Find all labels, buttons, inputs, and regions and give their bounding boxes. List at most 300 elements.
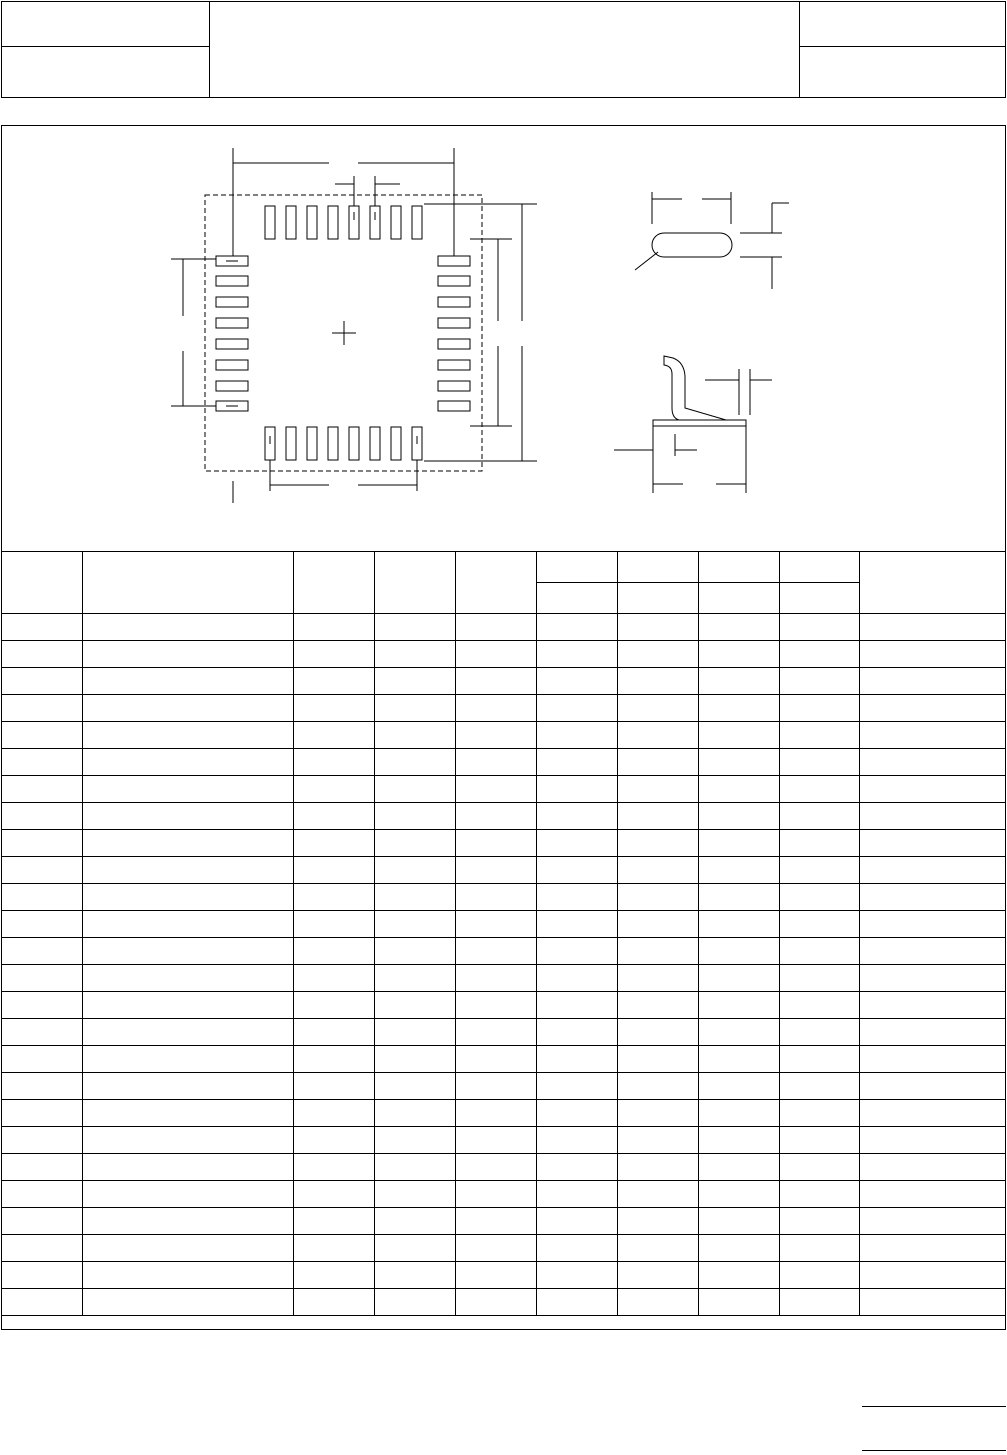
table-cell <box>617 1262 698 1289</box>
table-cell <box>617 1208 698 1235</box>
table-row <box>2 938 1005 965</box>
header-cell <box>617 583 698 614</box>
table-cell <box>2 1154 82 1181</box>
table-cell <box>82 1208 293 1235</box>
table-cell <box>859 1262 1005 1289</box>
table-cell <box>293 1181 374 1208</box>
table-row <box>2 776 1005 803</box>
table-cell <box>2 776 82 803</box>
table-cell <box>859 938 1005 965</box>
table-cell <box>698 857 779 884</box>
table-cell <box>779 1262 859 1289</box>
table-cell <box>82 1127 293 1154</box>
table-cell <box>698 614 779 641</box>
table-cell <box>293 1262 374 1289</box>
table-cell <box>374 1181 455 1208</box>
table-cell <box>374 884 455 911</box>
table-cell <box>859 965 1005 992</box>
table-cell <box>455 776 536 803</box>
table-cell <box>617 1100 698 1127</box>
table-cell <box>293 1208 374 1235</box>
table-cell <box>82 749 293 776</box>
table-cell <box>82 1073 293 1100</box>
table-cell <box>536 1181 617 1208</box>
table-cell <box>698 1073 779 1100</box>
table-cell <box>779 668 859 695</box>
table-cell <box>698 884 779 911</box>
table-row <box>2 884 1005 911</box>
table-row <box>2 1127 1005 1154</box>
table-cell <box>779 1046 859 1073</box>
header-cell <box>293 552 374 614</box>
table-cell <box>374 695 455 722</box>
table-cell <box>859 1181 1005 1208</box>
table-cell <box>536 1100 617 1127</box>
table-cell <box>455 1046 536 1073</box>
table-row <box>2 1289 1005 1316</box>
table-row <box>2 1262 1005 1289</box>
table-cell <box>82 965 293 992</box>
header-cell <box>859 552 1005 614</box>
table-cell <box>82 1046 293 1073</box>
table-cell <box>536 668 617 695</box>
table-cell <box>455 749 536 776</box>
table-cell <box>617 1046 698 1073</box>
header-cell <box>617 552 698 583</box>
table-body <box>2 614 1005 1316</box>
table-cell <box>859 1073 1005 1100</box>
table-cell <box>82 1019 293 1046</box>
table-cell <box>859 749 1005 776</box>
table-cell <box>779 695 859 722</box>
table-cell <box>536 1046 617 1073</box>
table-cell <box>82 1154 293 1181</box>
table-cell <box>82 1235 293 1262</box>
header-cell <box>536 583 617 614</box>
table-cell <box>859 614 1005 641</box>
table-cell <box>82 803 293 830</box>
table-cell <box>374 1019 455 1046</box>
table-cell <box>536 1208 617 1235</box>
table-row <box>2 749 1005 776</box>
table-cell <box>2 614 82 641</box>
table-cell <box>2 668 82 695</box>
table-cell <box>2 803 82 830</box>
table-cell <box>455 1262 536 1289</box>
table-cell <box>374 1073 455 1100</box>
table-cell <box>536 857 617 884</box>
left-pad-row <box>216 256 248 411</box>
date-line <box>862 1450 1006 1451</box>
table-cell <box>293 1289 374 1316</box>
table-cell <box>374 1046 455 1073</box>
table-cell <box>293 668 374 695</box>
table-cell <box>779 1235 859 1262</box>
table-cell <box>536 722 617 749</box>
title-block-part-number-cell <box>2 2 210 47</box>
table-cell <box>617 1181 698 1208</box>
table-cell <box>2 1127 82 1154</box>
table-cell <box>779 1127 859 1154</box>
table-row <box>2 614 1005 641</box>
signature-line <box>862 1406 1006 1407</box>
table-cell <box>2 938 82 965</box>
table-cell <box>82 1100 293 1127</box>
table-cell <box>293 1019 374 1046</box>
table-cell <box>536 1073 617 1100</box>
table-cell <box>82 992 293 1019</box>
table-cell <box>698 830 779 857</box>
table-cell <box>293 1073 374 1100</box>
table-row <box>2 641 1005 668</box>
table-cell <box>374 668 455 695</box>
table-cell <box>698 1289 779 1316</box>
table-cell <box>617 614 698 641</box>
table-cell <box>455 641 536 668</box>
table-cell <box>536 641 617 668</box>
table-cell <box>374 1235 455 1262</box>
table-cell <box>374 641 455 668</box>
table-cell <box>617 938 698 965</box>
table-cell <box>698 776 779 803</box>
table-cell <box>455 1235 536 1262</box>
table-cell <box>617 668 698 695</box>
table-cell <box>617 1127 698 1154</box>
table-cell <box>536 614 617 641</box>
table-cell <box>82 668 293 695</box>
table-cell <box>293 614 374 641</box>
table-cell <box>455 1289 536 1316</box>
table-cell <box>82 884 293 911</box>
table-cell <box>455 1073 536 1100</box>
table-cell <box>617 803 698 830</box>
table-cell <box>2 1019 82 1046</box>
table-cell <box>374 857 455 884</box>
table-cell <box>859 830 1005 857</box>
table-cell <box>293 803 374 830</box>
table-cell <box>536 965 617 992</box>
table-cell <box>536 749 617 776</box>
header-cell <box>698 583 779 614</box>
table-header-row <box>2 552 1005 583</box>
table-cell <box>779 722 859 749</box>
table-cell <box>698 1154 779 1181</box>
table-cell <box>617 965 698 992</box>
table-cell <box>293 965 374 992</box>
table-cell <box>779 803 859 830</box>
table-cell <box>374 830 455 857</box>
table-cell <box>859 722 1005 749</box>
table-cell <box>698 1235 779 1262</box>
board-surface <box>653 420 746 426</box>
table-cell <box>293 1046 374 1073</box>
table-row <box>2 803 1005 830</box>
table-cell <box>779 938 859 965</box>
table-row <box>2 1208 1005 1235</box>
table-cell <box>455 884 536 911</box>
table-cell <box>374 1100 455 1127</box>
title-block-drawn-by-cell <box>2 47 210 97</box>
table-row <box>2 1046 1005 1073</box>
table-cell <box>455 857 536 884</box>
table-cell <box>536 830 617 857</box>
table-cell <box>293 641 374 668</box>
table-cell <box>859 1208 1005 1235</box>
table-cell <box>536 695 617 722</box>
table-cell <box>455 965 536 992</box>
table-cell <box>82 776 293 803</box>
table-cell <box>779 1073 859 1100</box>
table-cell <box>779 776 859 803</box>
table-cell <box>698 749 779 776</box>
table-cell <box>2 1235 82 1262</box>
table-cell <box>2 1073 82 1100</box>
table-row <box>2 1100 1005 1127</box>
table-cell <box>455 938 536 965</box>
table-cell <box>82 830 293 857</box>
lead-profile-view <box>614 356 772 493</box>
header-cell <box>374 552 455 614</box>
table-cell <box>455 668 536 695</box>
table-row <box>2 1235 1005 1262</box>
table-cell <box>536 1127 617 1154</box>
table-cell <box>859 803 1005 830</box>
table-cell <box>698 1046 779 1073</box>
table-cell <box>293 1154 374 1181</box>
table-cell <box>859 1046 1005 1073</box>
table-cell <box>2 722 82 749</box>
table-cell <box>455 911 536 938</box>
table-cell <box>698 1127 779 1154</box>
table-cell <box>617 884 698 911</box>
table-cell <box>536 938 617 965</box>
table-cell <box>536 1019 617 1046</box>
table-cell <box>293 992 374 1019</box>
table-cell <box>536 803 617 830</box>
table-row <box>2 830 1005 857</box>
table-cell <box>779 965 859 992</box>
table-cell <box>2 749 82 776</box>
title-block-title-cell <box>210 2 800 97</box>
table-cell <box>617 749 698 776</box>
table-cell <box>859 992 1005 1019</box>
table-cell <box>859 1289 1005 1316</box>
title-block <box>1 1 1006 98</box>
table-cell <box>617 830 698 857</box>
approval-date <box>862 1450 1006 1451</box>
table-cell <box>617 857 698 884</box>
table-cell <box>293 776 374 803</box>
table-cell <box>374 803 455 830</box>
table-row <box>2 722 1005 749</box>
table-cell <box>374 749 455 776</box>
table-cell <box>293 1127 374 1154</box>
table-cell <box>2 1181 82 1208</box>
table-cell <box>374 965 455 992</box>
table-cell <box>293 695 374 722</box>
table-cell <box>374 911 455 938</box>
table-cell <box>293 884 374 911</box>
table-cell <box>698 803 779 830</box>
table-cell <box>82 1289 293 1316</box>
table-cell <box>536 884 617 911</box>
table-cell <box>82 695 293 722</box>
table-row <box>2 695 1005 722</box>
table-cell <box>455 1154 536 1181</box>
table-row <box>2 668 1005 695</box>
table-cell <box>859 668 1005 695</box>
table-cell <box>374 776 455 803</box>
table-cell <box>617 1289 698 1316</box>
table-row <box>2 1181 1005 1208</box>
table-cell <box>779 857 859 884</box>
table-cell <box>698 722 779 749</box>
table-cell <box>859 1100 1005 1127</box>
table-cell <box>779 1019 859 1046</box>
header-cell <box>698 552 779 583</box>
table-cell <box>779 749 859 776</box>
table-cell <box>374 992 455 1019</box>
table-cell <box>698 668 779 695</box>
gull-wing-lead <box>664 356 726 420</box>
table-cell <box>374 1289 455 1316</box>
table-cell <box>455 1127 536 1154</box>
table-cell <box>2 641 82 668</box>
pad-detail-view <box>635 192 789 289</box>
bottom-pad-row <box>265 427 422 460</box>
table-cell <box>293 938 374 965</box>
table-cell <box>2 992 82 1019</box>
table-cell <box>82 641 293 668</box>
table-cell <box>2 1289 82 1316</box>
table-cell <box>698 641 779 668</box>
table-cell <box>455 1181 536 1208</box>
land-pattern-drawing <box>2 126 1005 551</box>
table-cell <box>536 911 617 938</box>
table-cell <box>779 614 859 641</box>
approval-signature <box>862 1406 1006 1407</box>
table-cell <box>698 1100 779 1127</box>
table-cell <box>859 911 1005 938</box>
top-pad-row <box>265 206 422 239</box>
table-cell <box>2 1100 82 1127</box>
table-cell <box>374 1262 455 1289</box>
table-cell <box>455 1019 536 1046</box>
oblong-pad <box>652 233 732 257</box>
table-cell <box>779 911 859 938</box>
table-cell <box>82 938 293 965</box>
table-cell <box>698 1262 779 1289</box>
table-cell <box>2 830 82 857</box>
header-cell <box>2 552 82 614</box>
title-block-revision-cell <box>800 2 1005 47</box>
table-cell <box>374 1208 455 1235</box>
table-row <box>2 911 1005 938</box>
table-cell <box>82 857 293 884</box>
table-cell <box>82 722 293 749</box>
table-cell <box>455 830 536 857</box>
table-cell <box>2 1046 82 1073</box>
table-cell <box>2 911 82 938</box>
table-cell <box>293 911 374 938</box>
table-row <box>2 992 1005 1019</box>
table-cell <box>293 857 374 884</box>
table-cell <box>293 722 374 749</box>
table-cell <box>536 776 617 803</box>
header-cell <box>779 552 859 583</box>
table-cell <box>698 992 779 1019</box>
table-row <box>2 1019 1005 1046</box>
table-cell <box>859 776 1005 803</box>
table-cell <box>82 1181 293 1208</box>
table-cell <box>617 1019 698 1046</box>
table-cell <box>455 1208 536 1235</box>
table-cell <box>374 614 455 641</box>
table-cell <box>455 722 536 749</box>
table-cell <box>617 776 698 803</box>
table-cell <box>698 938 779 965</box>
table-cell <box>617 1235 698 1262</box>
table-cell <box>82 911 293 938</box>
table-cell <box>859 857 1005 884</box>
table-cell <box>455 1100 536 1127</box>
table-cell <box>455 695 536 722</box>
table-cell <box>859 1127 1005 1154</box>
table-cell <box>779 641 859 668</box>
table-cell <box>859 641 1005 668</box>
table-cell <box>859 1019 1005 1046</box>
table-cell <box>617 992 698 1019</box>
table-cell <box>859 1235 1005 1262</box>
table-cell <box>779 884 859 911</box>
title-block-sheet-cell <box>800 47 1005 97</box>
table-cell <box>455 614 536 641</box>
table-cell <box>617 695 698 722</box>
header-cell <box>455 552 536 614</box>
table-cell <box>536 1154 617 1181</box>
table-cell <box>374 722 455 749</box>
table-cell <box>374 1154 455 1181</box>
table-cell <box>779 1208 859 1235</box>
table-cell <box>779 830 859 857</box>
table-cell <box>293 749 374 776</box>
table-cell <box>617 641 698 668</box>
table-cell <box>2 695 82 722</box>
table-cell <box>617 1154 698 1181</box>
table-cell <box>779 1289 859 1316</box>
table-cell <box>455 803 536 830</box>
drawing-frame <box>1 125 1006 1330</box>
table-cell <box>2 965 82 992</box>
table-cell <box>779 1154 859 1181</box>
table-cell <box>859 884 1005 911</box>
table-cell <box>698 965 779 992</box>
table-cell <box>698 1208 779 1235</box>
table-cell <box>2 1208 82 1235</box>
table-cell <box>698 695 779 722</box>
table-row <box>2 1154 1005 1181</box>
table-cell <box>82 1262 293 1289</box>
dimension-table <box>2 551 1005 1316</box>
table-row <box>2 1073 1005 1100</box>
table-cell <box>536 1289 617 1316</box>
table-cell <box>82 614 293 641</box>
table-cell <box>455 992 536 1019</box>
table-cell <box>779 1181 859 1208</box>
table-row <box>2 965 1005 992</box>
header-cell <box>82 552 293 614</box>
table-cell <box>859 1154 1005 1181</box>
